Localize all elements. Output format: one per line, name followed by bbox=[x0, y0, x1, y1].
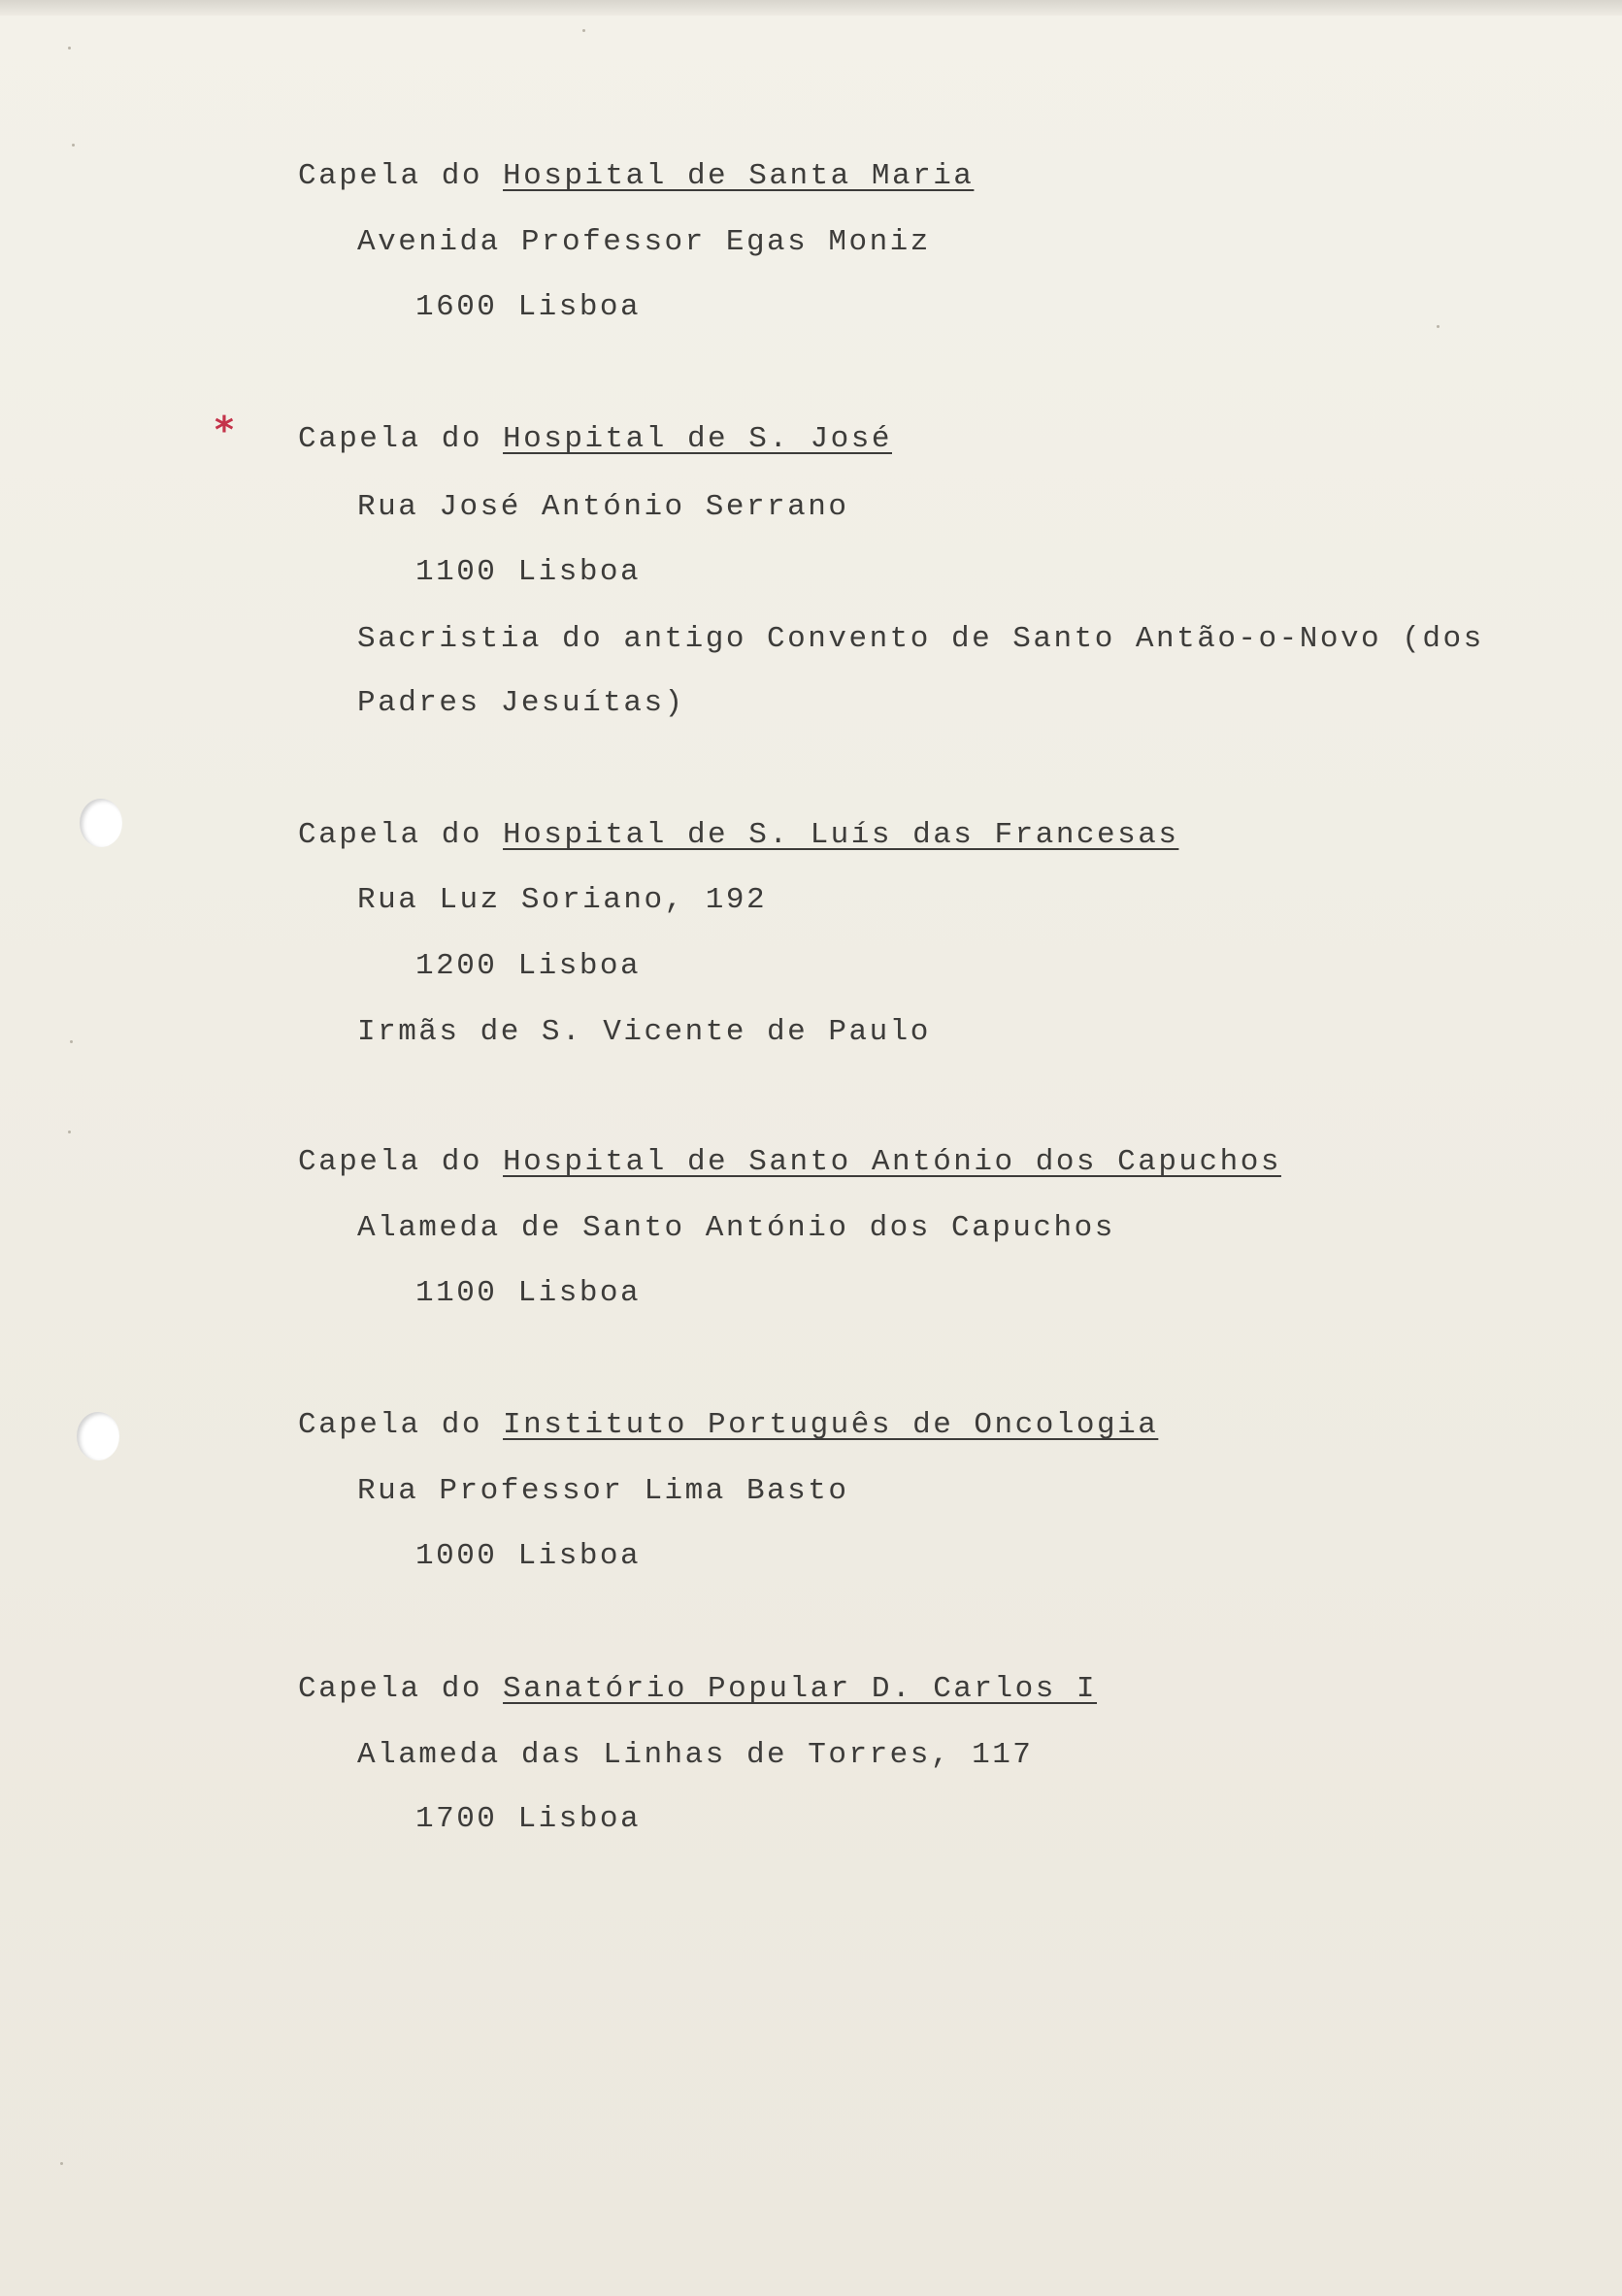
institution-name: Hospital de S. José bbox=[503, 422, 892, 456]
chapel-heading bbox=[298, 1408, 1158, 1443]
chapel-prefix: Capela do bbox=[298, 1145, 504, 1179]
punch-hole-top bbox=[80, 799, 122, 847]
postal-city: 1700 Lisboa bbox=[415, 1802, 642, 1836]
street-address: Alameda das Linhas de Torres, 117 bbox=[357, 1738, 1034, 1772]
institution-name: Sanatório Popular D. Carlos I bbox=[503, 1672, 1098, 1706]
postal-city: 1100 Lisboa bbox=[415, 1276, 642, 1310]
street-address: Rua José António Serrano bbox=[357, 490, 849, 524]
street-address: Alameda de Santo António dos Capuchos bbox=[357, 1211, 1115, 1245]
chapel-note: Padres Jesuítas) bbox=[357, 686, 685, 720]
chapel-heading bbox=[298, 1145, 1281, 1180]
chapel-heading bbox=[298, 1672, 1097, 1707]
postal-city: 1000 Lisboa bbox=[415, 1539, 642, 1573]
chapel-prefix: Capela do bbox=[298, 1672, 504, 1706]
institution-name: Hospital de Santa Maria bbox=[503, 159, 975, 193]
red-asterisk-mark: * bbox=[215, 409, 234, 451]
postal-city: 1200 Lisboa bbox=[415, 949, 642, 983]
institution-name: Hospital de Santo António dos Capuchos bbox=[503, 1145, 1281, 1179]
institution-name: Hospital de S. Luís das Francesas bbox=[503, 818, 1179, 852]
institution-name: Instituto Português de Oncologia bbox=[503, 1408, 1159, 1442]
street-address: Rua Professor Lima Basto bbox=[357, 1474, 849, 1508]
chapel-heading bbox=[298, 159, 974, 194]
punch-hole-bottom bbox=[77, 1412, 119, 1460]
chapel-note: Irmãs de S. Vicente de Paulo bbox=[357, 1015, 931, 1049]
chapel-note: Sacristia do antigo Convento de Santo Antão-o-Novo (dos bbox=[357, 622, 1484, 656]
postal-city: 1600 Lisboa bbox=[415, 290, 642, 324]
chapel-heading bbox=[298, 818, 1178, 853]
paper-speck bbox=[582, 29, 585, 32]
paper-speck bbox=[68, 47, 71, 49]
paper-speck bbox=[60, 2162, 63, 2165]
chapel-prefix: Capela do bbox=[298, 159, 504, 193]
page-top-edge bbox=[0, 0, 1622, 16]
chapel-prefix: Capela do bbox=[298, 422, 504, 456]
paper-speck bbox=[1437, 325, 1440, 328]
chapel-prefix: Capela do bbox=[298, 1408, 504, 1442]
street-address: Avenida Professor Egas Moniz bbox=[357, 225, 931, 259]
chapel-heading bbox=[298, 422, 892, 457]
paper-speck bbox=[72, 144, 75, 147]
paper-speck bbox=[70, 1040, 73, 1043]
chapel-prefix: Capela do bbox=[298, 818, 504, 852]
street-address: Rua Luz Soriano, 192 bbox=[357, 883, 768, 917]
paper-speck bbox=[68, 1131, 71, 1133]
postal-city: 1100 Lisboa bbox=[415, 555, 642, 589]
